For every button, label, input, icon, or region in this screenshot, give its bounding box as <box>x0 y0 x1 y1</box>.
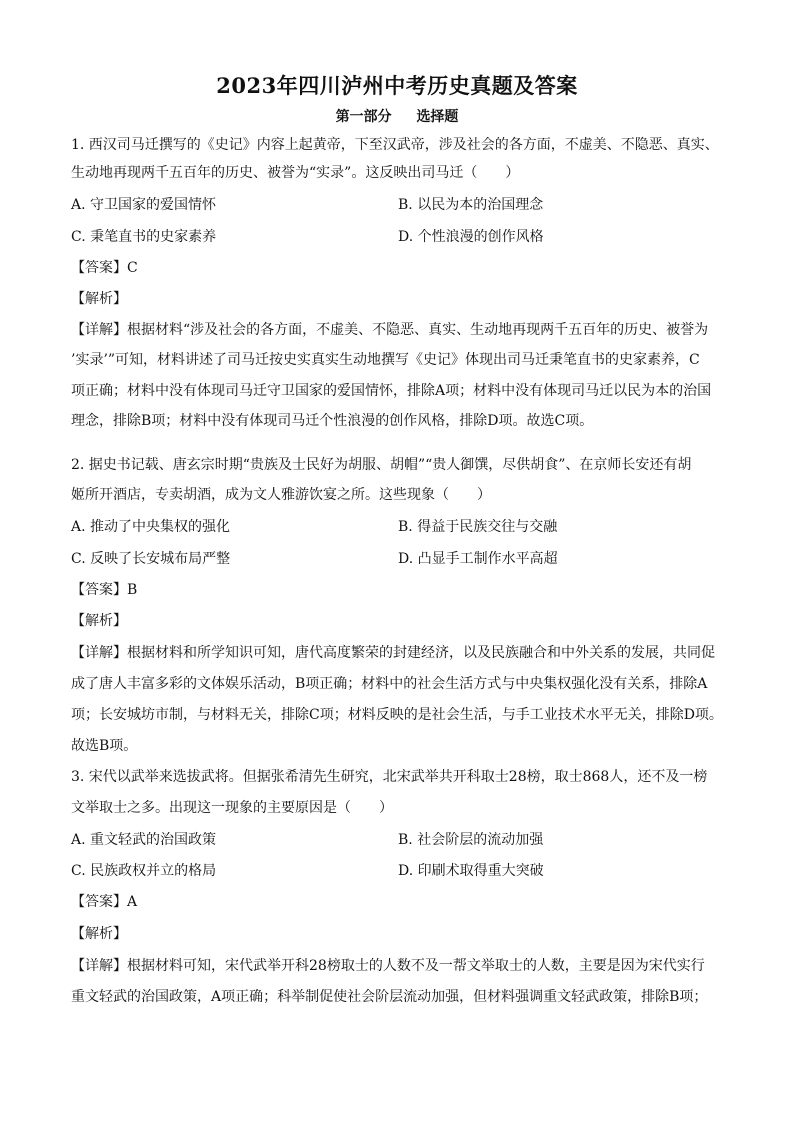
q2-detail-line-4: 故选B项。 <box>71 738 138 754</box>
q3-option-a: A. 重文轻武的治国政策 <box>71 832 217 848</box>
q3-detail-line-2: 重文轻武的治国政策，A项正确；科举制促使社会阶层流动加强，但材料强调重文轻武政策，排除B项； <box>71 989 708 1005</box>
q3-option-d: D. 印刷术取得重大突破 <box>398 863 544 879</box>
q1-answer: 【答案】C <box>71 260 138 276</box>
section-heading <box>0 106 794 126</box>
section-part: 第一部分 <box>335 109 392 125</box>
section-type: 选择题 <box>416 109 459 125</box>
q1-detail-line-4: 理念，排除B项；材料中没有体现司马迁个性浪漫的创作风格，排除D项。故选C项。 <box>71 413 594 429</box>
q2-stem-line-2: 姬所开酒店，专卖胡酒，成为文人雅游饮宴之所。这些现象（ ） <box>71 487 491 503</box>
q3-option-b: B. 社会阶层的流动加强 <box>398 832 544 848</box>
q2-option-b: B. 得益于民族交往与交融 <box>398 519 558 535</box>
q2-detail-line-3: 项；长安城坊市制，与材料无关，排除C项；材料反映的是社会生活，与手工业技术水平无关，排除D项。 <box>71 707 723 723</box>
q3-analysis-label: 【解析】 <box>71 926 127 942</box>
q3-detail-line-1: 【详解】根据材料可知，宋代武举开科28榜取士的人数不及一帮文举取士的人数，主要是因为宋代实行 <box>71 958 705 974</box>
q1-detail-line-3: 项正确；材料中没有体现司马迁守卫国家的爱国情怀，排除A项；材料中没有体现司马迁以民为本的治国 <box>71 383 712 399</box>
q1-option-a: A. 守卫国家的爱国情怀 <box>71 197 217 213</box>
q1-option-c: C. 秉笔直书的史家素养 <box>71 229 217 245</box>
q1-detail-line-1: 【详解】根据材料“涉及社会的各方面，不虚美、不隐恶、真实、生动地再现两千五百年的历史、被誉为 <box>71 322 709 338</box>
q2-analysis-label: 【解析】 <box>71 613 127 629</box>
q3-answer: 【答案】A <box>71 894 138 910</box>
q3-stem-line-1: 3. 宋代以武举来选拔武将。但据张希清先生研究，北宋武举共开科取士28榜，取士868人，还不及一榜 <box>71 769 708 785</box>
q1-option-d: D. 个性浪漫的创作风格 <box>398 229 544 245</box>
q1-stem-line-1: 1. 西汉司马迁撰写的《史记》内容上起黄帝，下至汉武帝，涉及社会的各方面，不虚美、不隐恶、真实、 <box>71 137 719 153</box>
q1-analysis-label: 【解析】 <box>71 291 127 307</box>
q1-detail-line-2: ’实录’”可知，材料讲述了司马迁按史实真实生动地撰写《史记》体现出司马迁秉笔直书的史家素养，C <box>71 352 700 368</box>
q2-option-a: A. 推动了中央集权的强化 <box>71 519 231 535</box>
page-title: 2023年四川泸州中考历史真题及答案 <box>216 73 578 98</box>
q2-option-c: C. 反映了长安城布局严整 <box>71 551 231 567</box>
q2-detail-line-1: 【详解】根据材料和所学知识可知，唐代高度繁荣的封建经济，以及民族融合和中外关系的发展，共同促 <box>71 645 715 661</box>
q3-stem-line-2: 文举取士之多。出现这一现象的主要原因是（ ） <box>71 800 393 816</box>
q2-detail-line-2: 成了唐人丰富多彩的文体娱乐活动，B项正确；材料中的社会生活方式与中央集权强化没有关系，排除A <box>71 676 708 692</box>
q2-option-d: D. 凸显手工制作水平高超 <box>398 551 558 567</box>
q1-option-b: B. 以民为本的治国理念 <box>398 197 544 213</box>
q3-option-c: C. 民族政权并立的格局 <box>71 863 217 879</box>
q2-answer: 【答案】B <box>71 582 138 598</box>
q1-stem-line-2: 生动地再现两千五百年的历史、被誉为“实录”。这反映出司马迁（ ） <box>71 165 520 181</box>
q2-stem-line-1: 2. 据史书记载、唐玄宗时期“贵族及士民好为胡服、胡帽”“贵人御馔，尽供胡食”、在京师长安还有胡 <box>71 457 692 473</box>
